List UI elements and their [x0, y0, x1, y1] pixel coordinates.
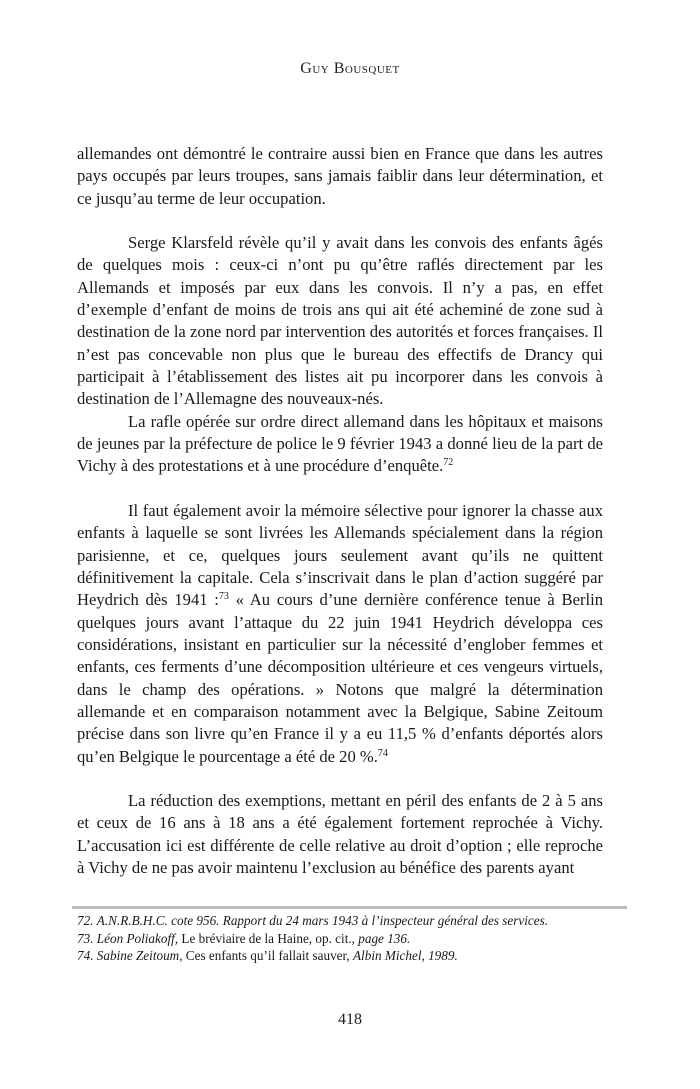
footnotes	[77, 912, 617, 965]
paragraph-text: Serge Klarsfeld révèle qu’il y avait dans les convois des enfants âgés de quelques mois : ceux-ci n’ont pu qu’être raflés directement par les Allemands et imposés par eux dans les convois. Il n’y a pas, en effet d’exemple d’enfant de moins de trois ans qui ait été acheminé de zone sud à destination de la zone nord par intervention des autorités et forces françaises. Il n’est pas concevable non plus que le bureau des effectifs de Drancy qui participait à l’établissement des listes ait pu incorporer dans les convois à destination de l’Allemagne des nouveaux-nés.	[77, 233, 603, 409]
running-head: Guy Bousquet	[300, 60, 400, 77]
paragraph-text: allemandes ont démontré le contraire aussi bien en France que dans les autres pays occupés par leurs troupes, sans jamais faiblir dans leur détermination, et ce jusqu’au terme de leur occupation.	[77, 144, 603, 208]
footnote-reference[interactable]: 73	[218, 591, 229, 603]
page-number: 418	[338, 1011, 362, 1028]
footnote-number: 73.	[77, 930, 94, 946]
footnote	[77, 930, 617, 948]
paragraph-text: Il faut également avoir la mémoire sélective pour ignorer la chasse aux enfants à laquelle se sont livrées les Allemands spécialement dans la région parisienne, et ce, quelques jours seulement avant qu’ils ne quittent définitivement la capitale. Cela s’inscrivait dans le plan d’action suggéré par Heydrich dès 1941 :	[77, 500, 603, 610]
footnote-reference[interactable]: 72	[443, 457, 454, 469]
paragraph-text: La rafle opérée sur ordre direct allemand dans les hôpitaux et maisons de jeunes par la préfecture de police le 9 février 1943 a donné lieu de la part de Vichy à des protestations et à une procédure d’enquête.	[77, 411, 603, 476]
paragraph	[77, 232, 603, 411]
footnote	[77, 912, 617, 930]
paragraph	[77, 411, 603, 478]
paragraph	[77, 143, 603, 210]
footnote-page: page 136.	[358, 930, 411, 946]
paragraph-text: « Au cours d’une dernière conférence tenue à Berlin quelques jours avant l’attaque du 22 juin 1941 Heydrich développa ces considérations, insistant en particulier sur la nécessité d’englober femmes et enfants, ces ferments d’une décomposition ultérieure et ces vengeurs virtuels, dans le champ des opérations. » Notons que malgré la détermination allemande et en comparaison notamment avec la Belgique, Sabine Zeitoum précise dans son livre qu’en France il y a eu 11,5 % d’enfants déportés alors qu’en Belgique le pourcentage a été de 20 %.	[77, 590, 603, 766]
footnote-title: Ces enfants qu’il fallait sauver,	[182, 948, 353, 963]
footnote-author: Léon Poliakoff,	[96, 930, 179, 946]
footnote-separator	[72, 906, 627, 909]
footnote-reference[interactable]: 74	[377, 747, 388, 759]
footnote-source: A.N.R.B.H.C. cote 956. Rapport du 24 mars 1943 à l’inspecteur général des services.	[96, 913, 549, 928]
paragraph	[77, 500, 603, 768]
main-text	[77, 143, 603, 879]
footnote-title: Le bréviaire de la Haine, op. cit.,	[178, 930, 359, 946]
footnote-publisher: Albin Michel, 1989.	[353, 948, 458, 963]
footnote	[77, 947, 617, 965]
footnote-author: Sabine Zeitoum,	[96, 948, 183, 963]
footnote-number: 74.	[77, 948, 94, 963]
paragraph-text: La réduction des exemptions, mettant en péril des enfants de 2 à 5 ans et ceux de 16 ans à 18 ans a été également fortement reprochée à Vichy. L’accusation ici est différente de celle relative au droit d’option ; elle reproche à Vichy de ne pas avoir maintenu l’exclusion au bénéfice des parents ayant	[77, 790, 603, 877]
footnote-number: 72.	[77, 913, 94, 928]
paragraph	[77, 790, 603, 879]
